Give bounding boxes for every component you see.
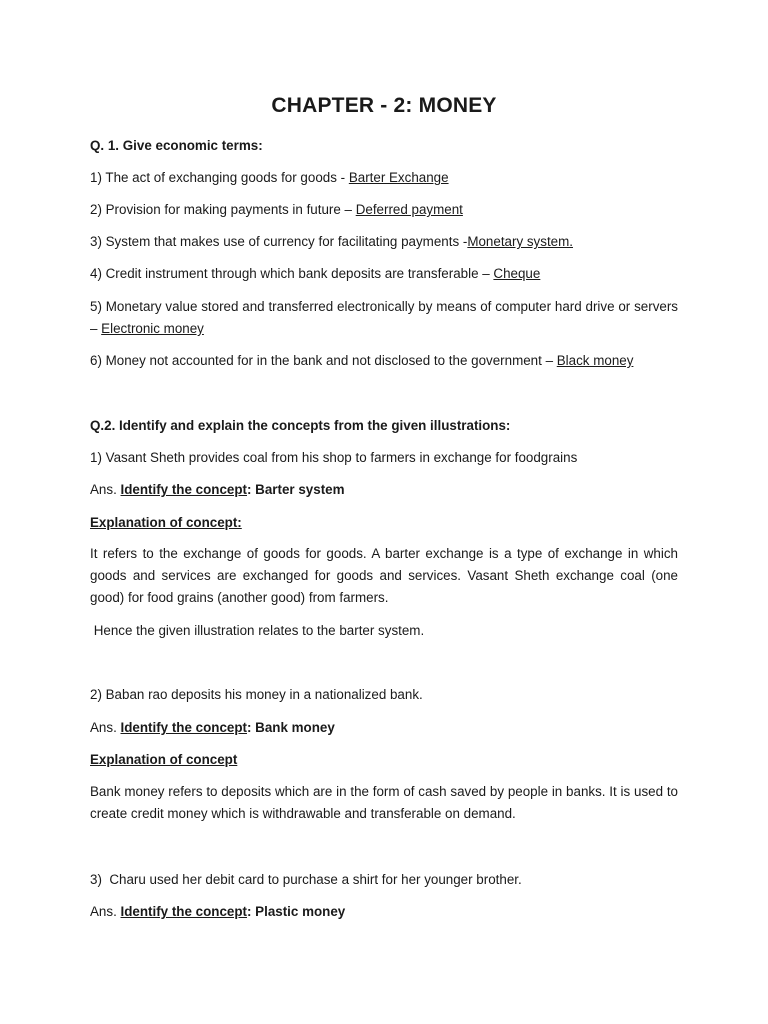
explanation-text-2: Bank money refers to deposits which are in the form of cash saved by people in banks. It is used to create credit money which is withdrawable and transferable on demand. [90, 784, 678, 821]
q1-item-answer: Monetary system. [467, 234, 573, 249]
q1-item-answer: Deferred payment [355, 202, 463, 217]
q1-item-text: 3) System that makes use of currency for facilitating payments - [90, 234, 468, 249]
q1-item-answer: Barter Exchange [348, 170, 449, 185]
q2-answer-2 [90, 717, 678, 739]
q1-item-5 [90, 296, 678, 340]
concept-name: : Bank money [247, 720, 335, 735]
q1-item-6 [90, 350, 678, 372]
q2-question-2: 2) Baban rao deposits his money in a nationalized bank. [90, 687, 423, 702]
ans-prefix: Ans. [90, 482, 121, 497]
q1-item-answer: Black money [556, 353, 634, 368]
q1-item-text: 5) Monetary value stored and transferred electronically by means of computer hard drive or servers – [90, 299, 678, 336]
conclusion-text-1: Hence the given illustration relates to the barter system. [90, 623, 425, 638]
q1-item-text: 1) The act of exchanging goods for goods - [90, 170, 349, 185]
q1-item-1 [90, 167, 678, 189]
explanation-text-1: It refers to the exchange of goods for goods. A barter exchange is a type of exchange in which goods and services are exchanged for goods and services. Vasant Sheth exchange coal (one good) for food grains (another good) from farmers. [90, 546, 678, 605]
explanation-heading-1: Explanation of concept: [90, 515, 242, 530]
chapter-title: CHAPTER - 2: MONEY [271, 94, 497, 117]
explanation-heading-2: Explanation of concept [90, 752, 238, 767]
concept-name: : Barter system [247, 482, 345, 497]
q1-item-text: 2) Provision for making payments in future – [90, 202, 356, 217]
q1-item-text: 4) Credit instrument through which bank deposits are transferable – [90, 266, 494, 281]
q2-question-3: 3) Charu used her debit card to purchase a shirt for her younger brother. [90, 872, 522, 887]
q2-answer-1 [90, 479, 678, 501]
identify-label: Identify the concept [120, 720, 247, 735]
concept-name: : Plastic money [247, 904, 346, 919]
q1-item-2 [90, 199, 678, 221]
q1-item-4 [90, 263, 678, 285]
q1-item-text: 6) Money not accounted for in the bank and not disclosed to the government – [90, 353, 557, 368]
ans-prefix: Ans. [90, 904, 121, 919]
q2-answer-3 [90, 901, 678, 923]
q1-item-3 [90, 231, 678, 253]
identify-label: Identify the concept [120, 482, 247, 497]
q1-heading: Q. 1. Give economic terms: [90, 138, 263, 153]
q1-item-answer: Cheque [493, 266, 541, 281]
identify-label: Identify the concept [120, 904, 247, 919]
q2-question-1: 1) Vasant Sheth provides coal from his shop to farmers in exchange for foodgrains [90, 450, 578, 465]
q2-heading: Q.2. Identify and explain the concepts from the given illustrations: [90, 418, 511, 433]
q1-item-answer: Electronic money [101, 321, 204, 336]
ans-prefix: Ans. [90, 720, 121, 735]
